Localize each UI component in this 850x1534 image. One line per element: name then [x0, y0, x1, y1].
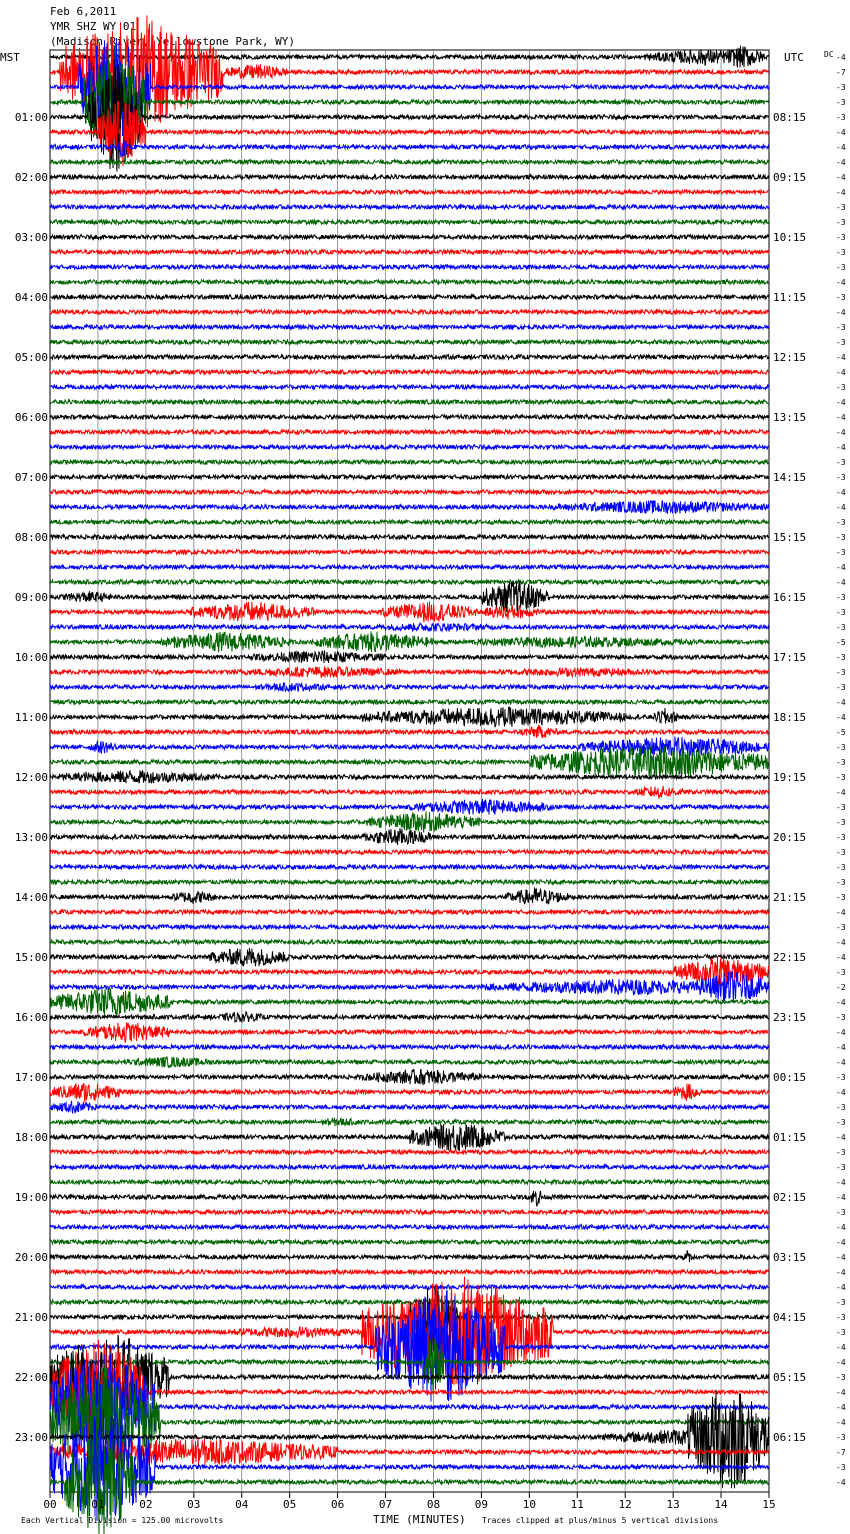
dc-offset-label: -4	[836, 1253, 846, 1262]
dc-offset-label: -4	[836, 908, 846, 917]
x-tick-label: 04	[235, 1498, 249, 1511]
dc-offset-label: -4	[836, 1223, 846, 1232]
trace-line	[50, 1057, 769, 1068]
trace-line	[50, 850, 769, 854]
dc-offset-label: -4	[836, 1058, 846, 1067]
trace-line	[50, 565, 769, 569]
dc-offset-label: -3	[836, 383, 846, 392]
trace-line	[50, 888, 769, 904]
trace-line	[50, 235, 769, 239]
dc-offset-label: -3	[836, 293, 846, 302]
trace-line	[50, 415, 769, 419]
dc-offset-label: -3	[836, 98, 846, 107]
dc-offset-label: -3	[836, 1463, 846, 1472]
x-tick-label: 01	[91, 1498, 105, 1511]
station-id: YMR SHZ WY 01	[50, 20, 137, 33]
clipping-note: Traces clipped at plus/minus 5 vertical divisions	[482, 1516, 719, 1525]
trace-line	[50, 880, 769, 884]
dc-offset-label: -3	[836, 1373, 846, 1382]
dc-offset-label: -3	[836, 1298, 846, 1307]
trace-line	[50, 623, 769, 632]
trace-line	[50, 205, 769, 209]
x-tick-label: 05	[283, 1498, 297, 1511]
mst-hour-label: 18:00	[14, 1131, 48, 1144]
mst-hour-label: 22:00	[14, 1371, 48, 1384]
utc-hour-label: 16:15	[773, 591, 807, 604]
mst-hour-label: 16:00	[14, 1011, 48, 1024]
dc-offset-label: -3	[836, 803, 846, 812]
trace-line	[50, 725, 769, 738]
trace-line	[50, 1210, 769, 1214]
utc-hour-label: 05:15	[773, 1371, 807, 1384]
utc-hour-label: 14:15	[773, 471, 807, 484]
date-title: Feb 6,2011	[50, 5, 117, 18]
mst-hour-label: 02:00	[14, 171, 48, 184]
trace-line	[50, 220, 769, 224]
dc-offset-label: -4	[836, 1028, 846, 1037]
dc-offset-label: -4	[836, 953, 846, 962]
utc-hour-label: 23:15	[773, 1011, 807, 1024]
utc-hour-label: 10:15	[773, 231, 807, 244]
dc-offset-label: -3	[836, 1433, 846, 1442]
utc-hour-label: 08:15	[773, 111, 807, 124]
mst-hour-label: 23:00	[14, 1431, 48, 1444]
mst-hour-label: 06:00	[14, 411, 48, 424]
dc-offset-label: -4	[836, 143, 846, 152]
dc-offset-label: -4	[836, 713, 846, 722]
dc-offset-label: -4	[836, 1238, 846, 1247]
dc-offset-label: -4	[836, 368, 846, 377]
trace-line	[50, 580, 769, 584]
mst-hour-label: 15:00	[14, 951, 48, 964]
dc-offset-label: -4	[836, 1358, 846, 1367]
dc-offset-label: -3	[836, 893, 846, 902]
dc-offset-label: -4	[836, 188, 846, 197]
trace-line	[50, 295, 769, 299]
dc-offset-label: -4	[836, 563, 846, 572]
trace-line	[50, 1023, 769, 1043]
trace-line	[50, 910, 769, 914]
dc-offset-label: -3	[836, 773, 846, 782]
trace-line	[50, 700, 769, 704]
utc-hour-label: 12:15	[773, 351, 807, 364]
trace-line	[50, 1084, 769, 1103]
dc-offset-label: -3	[836, 608, 846, 617]
dc-offset-label: -3	[836, 203, 846, 212]
trace-line	[50, 490, 769, 494]
dc-offset-label: -3	[836, 1328, 846, 1337]
mst-hour-label: 14:00	[14, 891, 48, 904]
dc-offset-label: -7	[836, 68, 846, 77]
x-tick-label: 06	[330, 1498, 345, 1511]
dc-offset-label: -4	[836, 1268, 846, 1277]
mst-hour-label: 09:00	[14, 591, 48, 604]
trace-line	[50, 340, 769, 344]
x-tick-label: 14	[714, 1498, 728, 1511]
dc-offset-label: -4	[836, 1403, 846, 1412]
trace-line	[50, 280, 769, 284]
mst-hour-label: 07:00	[14, 471, 48, 484]
utc-hour-label: 06:15	[773, 1431, 807, 1444]
dc-offset-label: -4	[836, 938, 846, 947]
dc-offset-label: -3	[836, 1313, 846, 1322]
dc-offset-label: -3	[836, 1103, 846, 1112]
mst-hour-label: 01:00	[14, 111, 48, 124]
trace-line	[50, 632, 769, 653]
trace-line	[50, 925, 769, 929]
trace-line	[50, 602, 769, 623]
dc-offset-label: -4	[836, 173, 846, 182]
trace-line	[50, 175, 769, 179]
trace-line	[50, 1069, 769, 1085]
dc-offset-label: -3	[836, 878, 846, 887]
dc-offset-label: -5	[836, 638, 846, 647]
trace-line	[50, 683, 769, 692]
dc-offset-label: -4	[836, 428, 846, 437]
dc-offset-label: -4	[836, 1478, 846, 1487]
dc-offset-label: -4	[836, 413, 846, 422]
utc-hour-label: 20:15	[773, 831, 807, 844]
trace-line	[50, 948, 769, 966]
dc-offset-label: -4	[836, 503, 846, 512]
dc-offset-label: -4	[836, 128, 846, 137]
utc-hour-label: 13:15	[773, 411, 807, 424]
utc-hour-label: 09:15	[773, 171, 807, 184]
trace-line	[50, 550, 769, 554]
trace-line	[50, 1045, 769, 1049]
trace-line	[50, 370, 769, 374]
trace-line	[50, 102, 769, 166]
mst-hour-label: 10:00	[14, 651, 48, 664]
right-axis-label: UTC	[784, 51, 804, 64]
x-tick-label: 12	[618, 1498, 632, 1511]
dc-offset-label: -3	[836, 113, 846, 122]
vertical-division-note: Each Vertical Division = 125.00 microvolts	[21, 1516, 224, 1525]
trace-line	[50, 1251, 769, 1262]
utc-hour-label: 18:15	[773, 711, 807, 724]
trace-line	[50, 325, 769, 329]
mst-hour-label: 04:00	[14, 291, 48, 304]
dc-offset-label: -3	[836, 848, 846, 857]
dc-offset-label: -3	[836, 1148, 846, 1157]
trace-line	[50, 1165, 769, 1169]
trace-line	[50, 400, 769, 404]
dc-offset-label: -4	[836, 578, 846, 587]
trace-line	[50, 355, 769, 359]
trace-line	[50, 190, 769, 194]
dc-offset-label: -4	[836, 1343, 846, 1352]
mst-hour-label: 11:00	[14, 711, 48, 724]
utc-hour-label: 19:15	[773, 771, 807, 784]
trace-line	[50, 1409, 769, 1521]
dc-offset-label: -4	[836, 398, 846, 407]
trace-line	[50, 1270, 769, 1274]
dc-offset-label: -4	[836, 998, 846, 1007]
dc-offset-label: -3	[836, 548, 846, 557]
mst-hour-label: 05:00	[14, 351, 48, 364]
trace-line	[50, 445, 769, 449]
mst-hour-label: 19:00	[14, 1191, 48, 1204]
dc-offset-label: -3	[836, 833, 846, 842]
x-tick-label: 10	[522, 1498, 536, 1511]
dc-offset-label: -2	[836, 983, 846, 992]
trace-line	[50, 940, 769, 944]
dc-offset-label: -3	[836, 338, 846, 347]
trace-line	[50, 500, 769, 514]
dc-offset-label: -3	[836, 323, 846, 332]
mst-hour-label: 12:00	[14, 771, 48, 784]
dc-offset-label: -4	[836, 158, 846, 167]
station-location: (Madison River, Yellowstone Park, WY)	[50, 35, 296, 48]
trace-line	[50, 310, 769, 314]
dc-offset-label: -7	[836, 1448, 846, 1457]
trace-line	[50, 1012, 769, 1023]
dc-offset-label: -4	[836, 53, 846, 62]
x-tick-label: 11	[570, 1498, 584, 1511]
trace-line	[50, 1101, 769, 1114]
dc-offset-label: -3	[836, 218, 846, 227]
dc-offset-label: -4	[836, 1283, 846, 1292]
dc-offset-label: -4	[836, 1178, 846, 1187]
trace-line	[50, 666, 769, 678]
dc-offset-label: -3	[836, 623, 846, 632]
utc-hour-label: 04:15	[773, 1311, 807, 1324]
dc-offset-label: -4	[836, 1193, 846, 1202]
dc-offset-label: -3	[836, 758, 846, 767]
x-tick-label: 00	[43, 1498, 57, 1511]
dc-offset-label: -3	[836, 653, 846, 662]
trace-line	[50, 265, 769, 269]
trace-line	[50, 770, 769, 783]
dc-offset-label: -3	[836, 593, 846, 602]
trace-line	[50, 250, 769, 254]
utc-hour-label: 17:15	[773, 651, 807, 664]
x-tick-label: 07	[378, 1498, 393, 1511]
dc-offset-label: -3	[836, 1118, 846, 1127]
trace-line	[50, 385, 769, 389]
trace-line	[50, 475, 769, 479]
trace-line	[50, 828, 769, 845]
dc-offset-label: -3	[836, 668, 846, 677]
dc-offset-label: -3	[836, 248, 846, 257]
trace-line	[50, 957, 769, 987]
mst-hour-label: 20:00	[14, 1251, 48, 1264]
trace-line	[50, 865, 769, 869]
dc-offset-label: -3	[836, 863, 846, 872]
x-tick-label: 02	[139, 1498, 153, 1511]
trace-line	[50, 138, 769, 158]
dc-offset-label: -3	[836, 263, 846, 272]
utc-hour-label: 15:15	[773, 531, 807, 544]
dc-offset-label: -3	[836, 683, 846, 692]
dc-offset-label: -3	[836, 233, 846, 242]
utc-hour-label: 01:15	[773, 1131, 807, 1144]
trace-line	[50, 160, 769, 164]
trace-line	[50, 535, 769, 539]
trace-line	[50, 1180, 769, 1184]
dc-offset-label: -3	[836, 473, 846, 482]
x-tick-label: 08	[426, 1498, 441, 1511]
trace-line	[50, 520, 769, 524]
utc-hour-label: 21:15	[773, 891, 807, 904]
trace-line	[50, 1390, 769, 1489]
x-tick-label: 09	[474, 1498, 489, 1511]
dc-offset-label: -3	[836, 968, 846, 977]
mst-hour-label: 13:00	[14, 831, 48, 844]
dc-offset-label: -4	[836, 1418, 846, 1427]
trace-line	[50, 1150, 769, 1154]
x-axis-title: TIME (MINUTES)	[373, 1513, 466, 1526]
trace-line	[50, 430, 769, 434]
dc-offset-label: -3	[836, 83, 846, 92]
mst-hour-label: 03:00	[14, 231, 48, 244]
x-tick-label: 13	[666, 1498, 680, 1511]
dc-offset-label: -3	[836, 818, 846, 827]
utc-hour-label: 03:15	[773, 1251, 807, 1264]
dc-offset-label: -4	[836, 788, 846, 797]
dc-offset-label: -3	[836, 1163, 846, 1172]
mst-hour-label: 21:00	[14, 1311, 48, 1324]
utc-hour-label: 02:15	[773, 1191, 807, 1204]
trace-line	[50, 799, 769, 815]
utc-hour-label: 11:15	[773, 291, 807, 304]
trace-line	[50, 786, 769, 799]
dc-offset-label: -4	[836, 308, 846, 317]
dc-offset-label: -3	[836, 458, 846, 467]
dc-offset-label: -3	[836, 1208, 846, 1217]
utc-hour-label: 22:15	[773, 951, 807, 964]
dc-offset-label: -3	[836, 923, 846, 932]
dc-offset-label: -4	[836, 698, 846, 707]
trace-line	[50, 1118, 769, 1127]
trace-line	[50, 460, 769, 464]
trace-line	[50, 1225, 769, 1229]
dc-label: DC	[824, 50, 834, 59]
dc-offset-label: -5	[836, 728, 846, 737]
mst-hour-label: 08:00	[14, 531, 48, 544]
trace-line	[50, 1191, 769, 1206]
trace-line	[50, 1124, 769, 1151]
dc-offset-label: -3	[836, 533, 846, 542]
left-axis-label: MST	[0, 51, 20, 64]
dc-offset-label: -3	[836, 743, 846, 752]
trace-line	[50, 811, 769, 832]
dc-offset-label: -4	[836, 488, 846, 497]
x-tick-label: 15	[762, 1498, 776, 1511]
dc-offset-label: -4	[836, 1088, 846, 1097]
dc-offset-label: -3	[836, 1013, 846, 1022]
trace-line	[50, 1285, 769, 1289]
mst-hour-label: 17:00	[14, 1071, 48, 1084]
seismic-traces	[50, 16, 769, 1534]
dc-offset-label: -4	[836, 1133, 846, 1142]
dc-offset-label: -4	[836, 278, 846, 287]
x-tick-label: 03	[187, 1498, 201, 1511]
trace-line	[50, 16, 769, 130]
trace-line	[50, 1240, 769, 1244]
dc-offset-label: -4	[836, 1043, 846, 1052]
dc-offset-label: -4	[836, 353, 846, 362]
trace-line	[50, 707, 769, 727]
utc-hour-label: 00:15	[773, 1071, 807, 1084]
dc-offset-label: -4	[836, 443, 846, 452]
trace-line	[50, 650, 769, 663]
dc-offset-label: -3	[836, 1073, 846, 1082]
dc-offset-label: -3	[836, 518, 846, 527]
dc-offset-label: -4	[836, 1388, 846, 1397]
